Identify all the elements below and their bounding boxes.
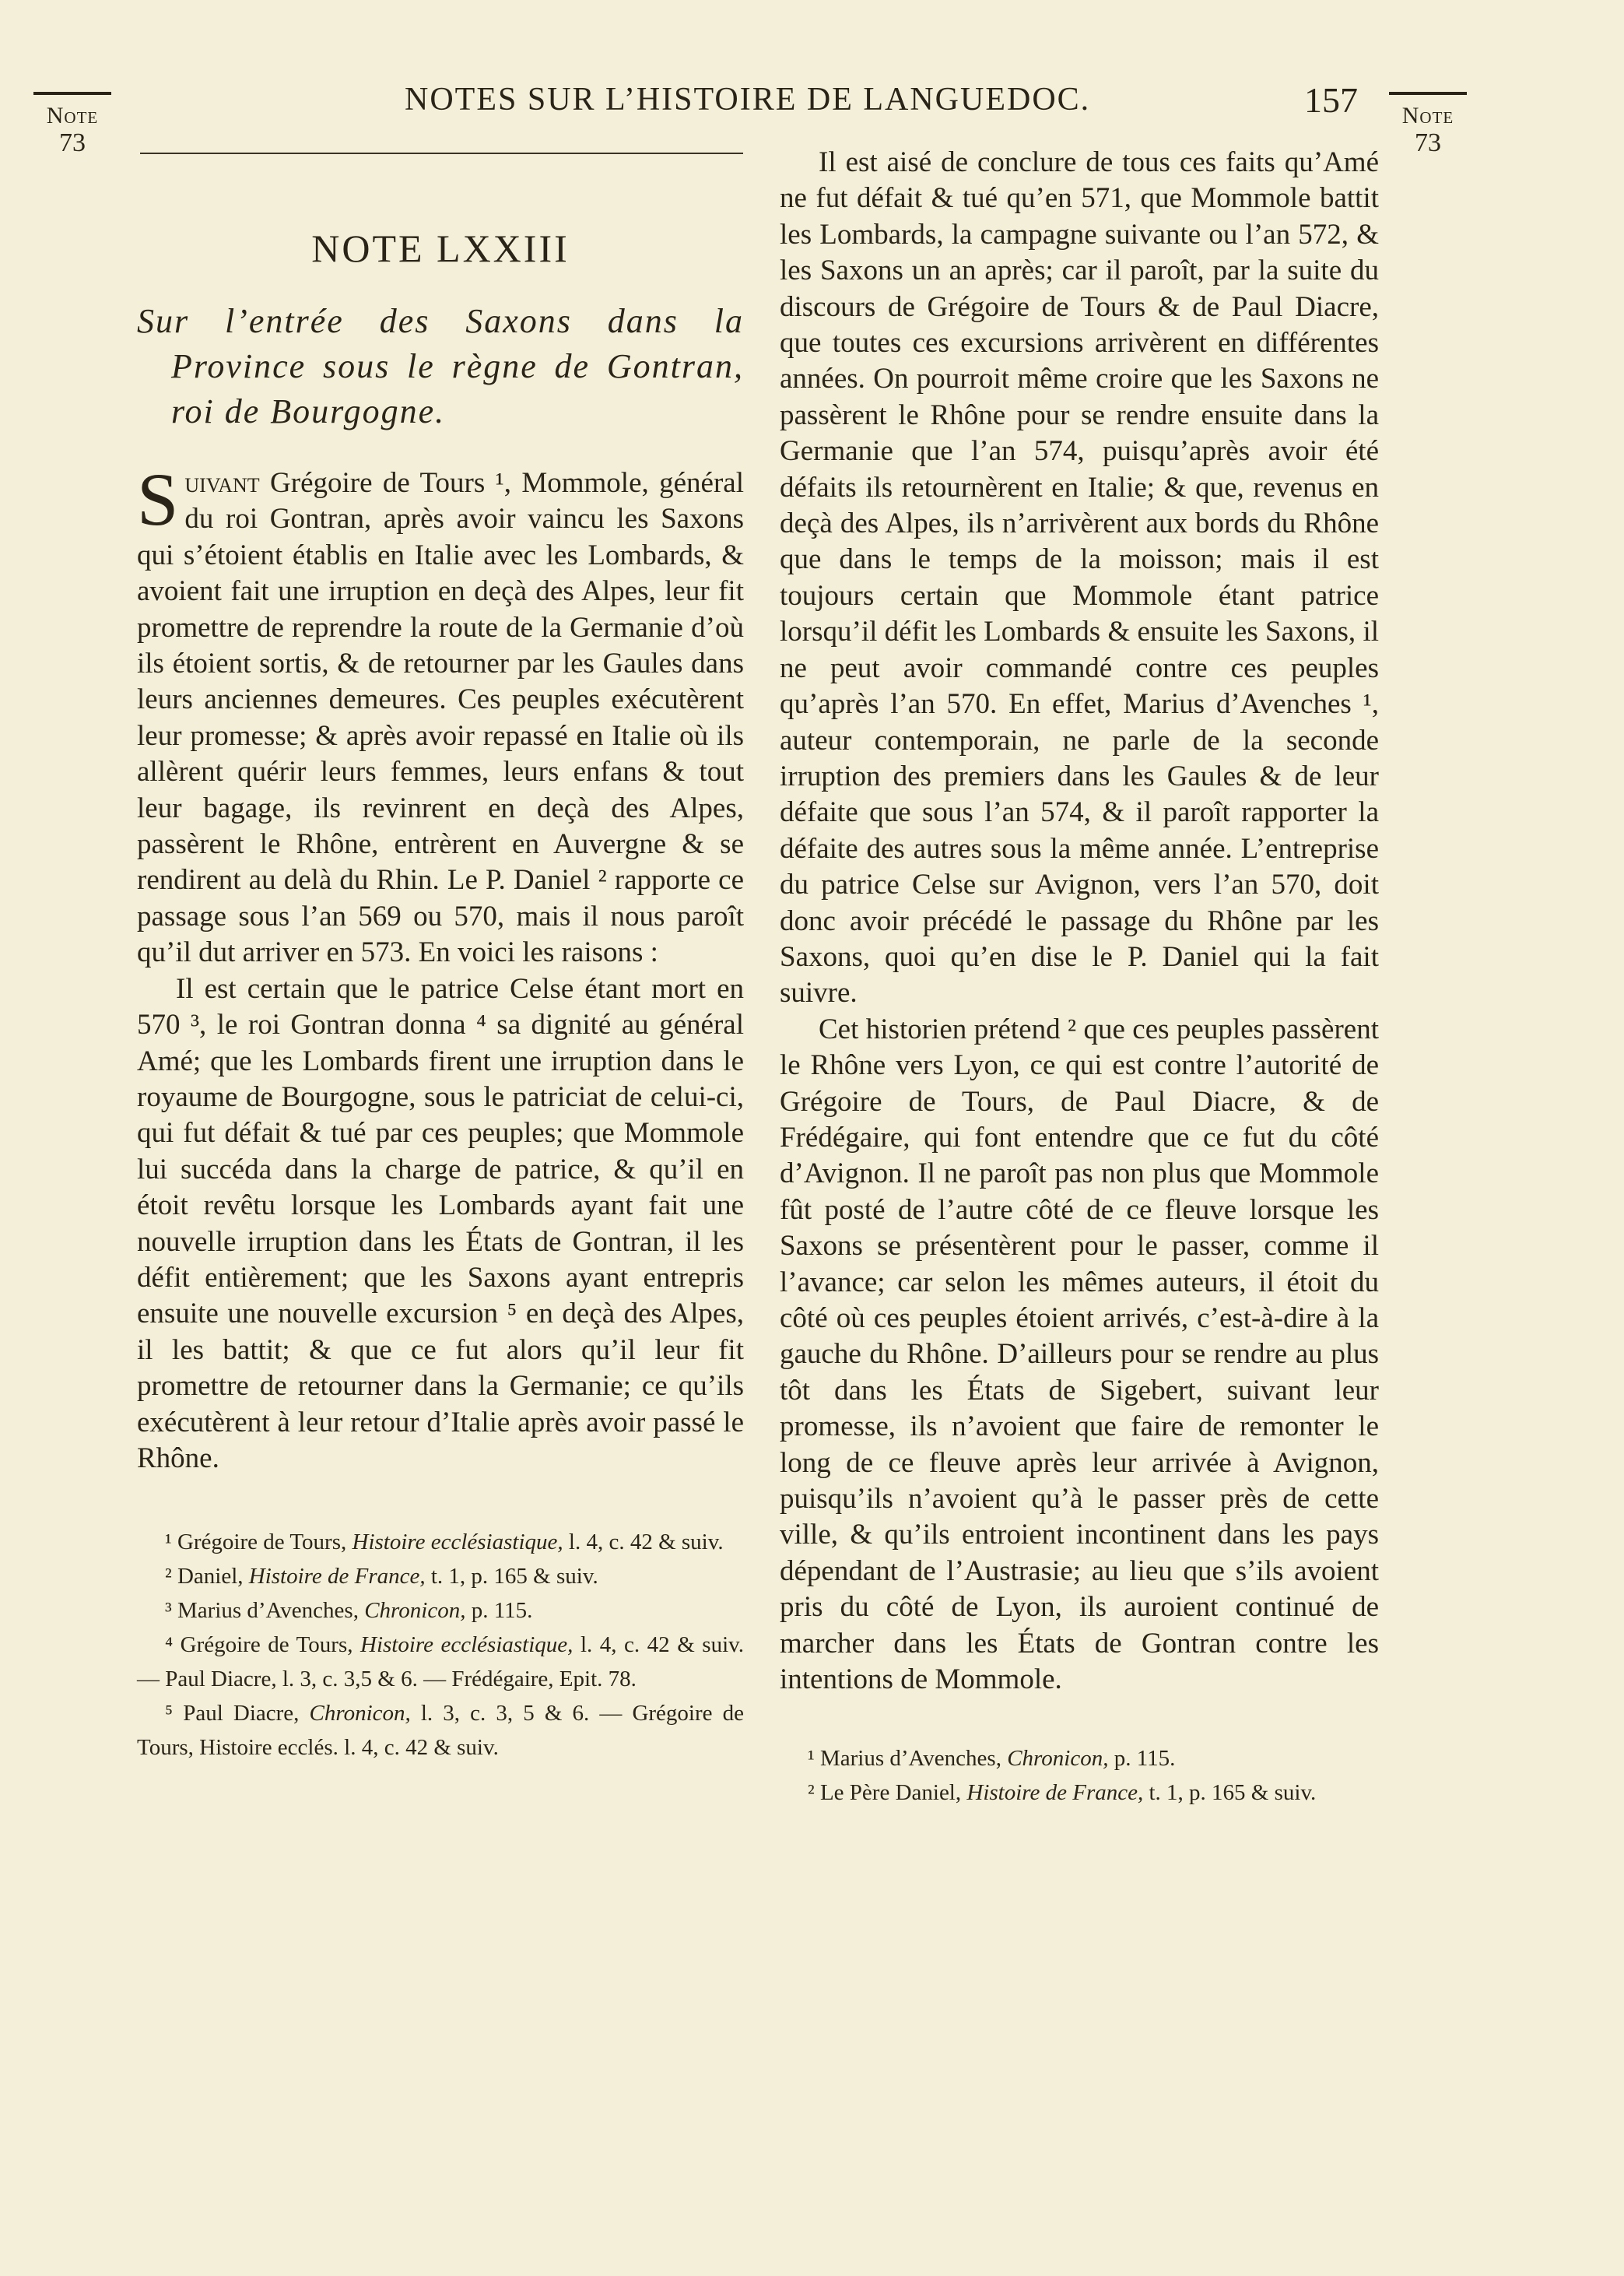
margin-note-right bbox=[1385, 92, 1471, 157]
left-column-body bbox=[137, 458, 744, 1477]
footnote-mark: ² bbox=[808, 1780, 815, 1806]
paragraph: Il est certain que le patrice Celse étant mort en 570 ³, le roi Gontran donna ⁴ sa dignité au général Amé; que les Lombards firent une irruption dans le royaume de Bourgogne, sous le patriciat de celui-ci, qui fut défait & tué par ces peuples; que Mommole lui succéda dans la charge de patrice, & qu’il en étoit revêtu lorsque les Lombards ayant fait une nouvelle irruption dans les États de Gontran, il les défit entièrement; que les Saxons ayant entrepris ensuite une nouvelle excursion ⁵ en deçà des Alpes, il les battit; & que ce fut alors qu’il leur fit promettre de retourner dans la Germanie; ce qu’ils exécutèrent à leur retour d’Italie après avoir passé le Rhône. bbox=[137, 972, 744, 1474]
column-rule bbox=[140, 153, 743, 154]
paragraph bbox=[137, 458, 744, 971]
footnote-text: Daniel, bbox=[171, 1564, 249, 1589]
footnote bbox=[137, 1559, 744, 1593]
paragraph-text: Grégoire de Tours ¹, Mommole, général du roi Gontran, après avoir vaincu les Saxons qui s’étoient établis en Italie avec les Lombards, & avoient fait une irruption en deçà des Alpes, leur fit promettre de reprendre la route de la Germanie d’où ils étoient sortis, & de retourner par les Gaules dans leurs anciennes demeures. Ces peuples exécutèrent leur promesse; & après avoir repassé en Italie où ils allèrent quérir leurs femmes, leurs enfans & tout leur bagage, ils revinrent en deçà des Alpes, passèrent le Rhône, entrèrent en Auvergne & se rendirent au delà du Rhin. Le P. Daniel ² rapporte ce passage sous l’an 569 ou 570, mais il nous paroît qu’il dut arriver en 573. En voici les raisons : bbox=[137, 467, 744, 969]
margin-note-number: 73 bbox=[59, 128, 86, 157]
footnote bbox=[137, 1628, 744, 1696]
footnote-mark: ¹ bbox=[808, 1746, 815, 1772]
footnote-text: l. 4, c. 42 & suiv. — Paul Diacre, l. 3, c. 3,5 & 6. — Frédégaire, Epit. 78. bbox=[137, 1632, 744, 1692]
footnote-text: Grégoire de Tours, bbox=[173, 1632, 360, 1658]
right-column bbox=[780, 145, 1379, 1810]
footnote-text: Marius d’Avenches, bbox=[171, 1598, 365, 1624]
note-subtitle: Sur l’entrée des Saxons dans la Province sous le règne de Gontran, roi de Bourgogne. bbox=[137, 302, 744, 430]
footnote-mark: ¹ bbox=[165, 1530, 172, 1555]
paragraph: Il est aisé de conclure de tous ces faits qu’Amé ne fut défait & tué qu’en 571, que Mommole battit les Lombards, la campagne suivante ou l’an 572, & les Saxons un an après; car il paroît, par la suite du discours de Grégoire de Tours & de Paul Diacre, que toutes ces excursions arrivèrent en différentes années. On pourroit même croire que les Saxons ne passèrent le Rhône pour se rendre ensuite dans la Germanie que l’an 574, puisqu’après avoir été défaits ils retournèrent en Italie; & que, revenus en deçà des Alpes, ils n’arrivèrent aux bords du Rhône que dans le temps de la moisson; mais il est toujours certain que Mommole étant patrice lorsqu’il défit les Lombards & ensuite les Saxons, il ne peut avoir commandé contre ces peuples qu’après l’an 570. En effet, Marius d’Avenches ¹, auteur contemporain, ne parle de la seconde irruption des premiers dans les Gaules & de leur défaite que sous l’an 574, & il paroît rapporter la défaite des autres sous la même année. L’entreprise du patrice Celse sur Avignon, vers l’an 570, doit donc avoir précédé le passage du Rhône par les Saxons, quoi qu’en dise le P. Daniel qui la fait suivre. bbox=[780, 146, 1379, 1010]
page-number: 157 bbox=[1304, 80, 1358, 120]
running-head: NOTES SUR L’HISTOIRE DE LANGUEDOC. bbox=[405, 82, 1091, 118]
right-column-body bbox=[780, 145, 1379, 1698]
footnote bbox=[137, 1525, 744, 1559]
footnote-title: Chronicon, bbox=[1007, 1746, 1109, 1772]
margin-note-number: 73 bbox=[1415, 128, 1441, 157]
margin-note-left bbox=[30, 92, 115, 157]
footnote-text: p. 115. bbox=[465, 1598, 533, 1624]
footnote-title: Histoire ecclésiastique, bbox=[360, 1632, 573, 1658]
margin-note-label: Note bbox=[46, 103, 99, 128]
footnote-title: Histoire ecclésiastique, bbox=[352, 1530, 563, 1555]
footnote-title: Chronicon, bbox=[364, 1598, 466, 1624]
footnote-mark: ² bbox=[165, 1564, 172, 1589]
note-title: NOTE LXXIII bbox=[311, 227, 570, 270]
drop-cap: S bbox=[137, 458, 179, 541]
right-footnotes bbox=[780, 1741, 1379, 1810]
footnote-mark: ³ bbox=[165, 1598, 172, 1624]
footnote-text: Paul Diacre, bbox=[173, 1701, 310, 1726]
margin-rule bbox=[33, 92, 111, 95]
footnote bbox=[780, 1741, 1379, 1775]
footnote-mark: ⁴ bbox=[165, 1632, 174, 1658]
footnote-text: Grégoire de Tours, bbox=[171, 1530, 353, 1555]
footnote-text: t. 1, p. 165 & suiv. bbox=[425, 1564, 598, 1589]
footnote bbox=[137, 1696, 744, 1765]
margin-note-label: Note bbox=[1401, 103, 1454, 128]
footnote-title: Histoire de France, bbox=[248, 1564, 426, 1589]
footnote-title: Chronicon, bbox=[309, 1701, 411, 1726]
paragraph: Cet historien prétend ² que ces peuples passèrent le Rhône vers Lyon, ce qui est contre l’autorité de Grégoire de Tours, de Paul Diacre, & de Frédégaire, qui font entendre que ce fut du côté d’Avignon. Il ne paroît pas non plus que Mommole fût posté de l’autre côté de ce fleuve lorsque les Saxons se présentèrent pour le passer, comme il l’avance; car selon les mêmes auteurs, il étoit du côté où ces peuples étoient arrivés, c’est-à-dire à la gauche du Rhône. D’ailleurs pour se rendre au plus tôt dans les États de Sigebert, suivant leur promesse, ils n’avoient que faire de remonter le long de ce fleuve après leur arrivée à Avignon, puisqu’ils n’avoient qu’à le passer près de cette ville, & qu’ils entroient incontinent dans les pays dépendant de l’Austrasie; au lieu que s’ils avoient pris du côté de Lyon, ils auroient continué de marcher dans les États de Gontran contre les intentions de Mommole. bbox=[780, 1013, 1379, 1696]
margin-rule bbox=[1389, 92, 1467, 95]
footnote-text: l. 3, c. 3, 5 & 6. — Grégoire de Tours, Histoire ecclés. l. 4, c. 42 & suiv. bbox=[137, 1701, 744, 1761]
first-word: uivant bbox=[184, 467, 260, 499]
footnote-text: l. 4, c. 42 & suiv. bbox=[563, 1530, 724, 1555]
footnote-text: t. 1, p. 165 & suiv. bbox=[1143, 1780, 1317, 1806]
left-column bbox=[137, 187, 744, 1765]
left-footnotes bbox=[137, 1525, 744, 1765]
footnote-text: p. 115. bbox=[1108, 1746, 1176, 1772]
footnote bbox=[137, 1593, 744, 1628]
footnote bbox=[780, 1775, 1379, 1810]
footnote-text: Le Père Daniel, bbox=[814, 1780, 967, 1806]
footnote-text: Marius d’Avenches, bbox=[814, 1746, 1008, 1772]
footnote-mark: ⁵ bbox=[165, 1701, 174, 1726]
footnote-title: Histoire de France, bbox=[966, 1780, 1144, 1806]
